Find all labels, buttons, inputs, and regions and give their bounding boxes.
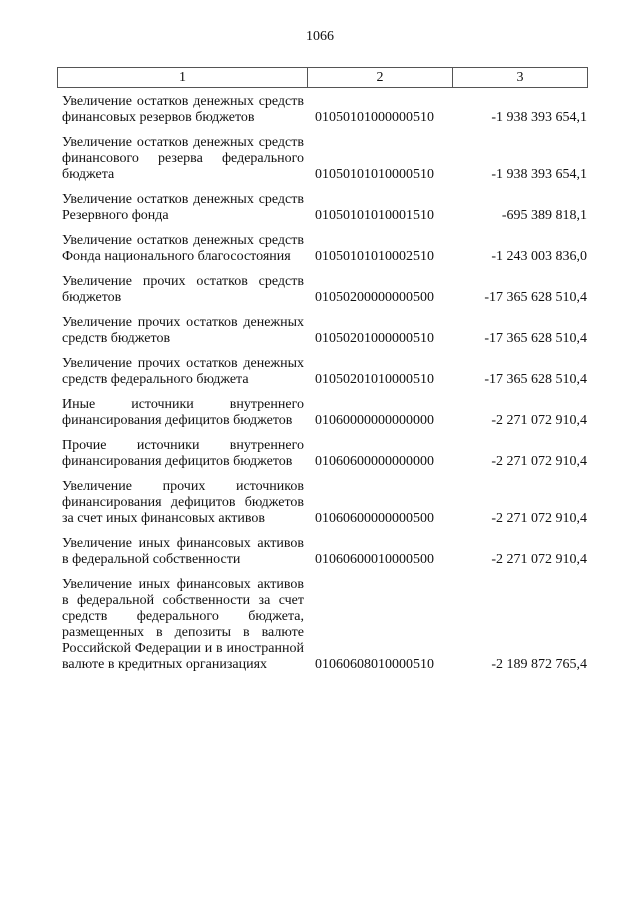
header-col-1: 1 [58, 68, 308, 87]
table-body [57, 94, 588, 673]
table-row [57, 315, 588, 347]
row-name: Увеличение прочих источников финансирования дефицитов бюджетов за счет иных финансовых активов [62, 479, 304, 526]
row-amount: -2 189 872 765,4 [491, 657, 587, 672]
page-number: 1066 [306, 29, 334, 44]
table-row [57, 135, 588, 183]
row-amount: -2 271 072 910,4 [491, 511, 587, 526]
row-code: 01050101010002510 [315, 249, 434, 264]
row-name: Увеличение иных финансовых активов в федеральной собственности [62, 536, 304, 567]
row-name: Прочие источники внутреннего финансирования дефицитов бюджетов [62, 438, 304, 469]
row-amount: -1 243 003 836,0 [491, 249, 587, 264]
row-amount: -2 271 072 910,4 [491, 413, 587, 428]
row-amount: -1 938 393 654,1 [491, 167, 587, 182]
row-code: 01060600000000000 [315, 454, 434, 469]
table-header [57, 67, 588, 88]
row-code: 01050101000000510 [315, 110, 434, 125]
header-col-2: 2 [308, 68, 453, 87]
row-amount: -2 271 072 910,4 [491, 454, 587, 469]
row-code: 01050101010000510 [315, 167, 434, 182]
table-row [57, 94, 588, 126]
row-code: 01050201010000510 [315, 372, 434, 387]
row-name: Увеличение остатков денежных средств финансового резерва федерального бюджета [62, 135, 304, 182]
budget-sources-table [57, 67, 588, 682]
row-code: 01060600010000500 [315, 552, 434, 567]
row-code: 01060608010000510 [315, 657, 434, 672]
row-name: Увеличение остатков денежных средств финансовых резервов бюджетов [62, 94, 304, 125]
row-code: 01060000000000000 [315, 413, 434, 428]
row-name: Иные источники внутреннего финансирования дефицитов бюджетов [62, 397, 304, 428]
table-row [57, 438, 588, 470]
table-row [57, 397, 588, 429]
row-amount: -1 938 393 654,1 [491, 110, 587, 125]
row-amount: -17 365 628 510,4 [484, 331, 587, 346]
row-code: 01060600000000500 [315, 511, 434, 526]
row-name: Увеличение прочих остатков средств бюджетов [62, 274, 304, 305]
row-amount: -695 389 818,1 [501, 208, 587, 223]
row-code: 01050201000000510 [315, 331, 434, 346]
row-code: 01050101010001510 [315, 208, 434, 223]
row-name: Увеличение остатков денежных средств Резервного фонда [62, 192, 304, 223]
table-row [57, 274, 588, 306]
row-code: 01050200000000500 [315, 290, 434, 305]
row-amount: -17 365 628 510,4 [484, 372, 587, 387]
row-name: Увеличение остатков денежных средств Фонда национального благосостояния [62, 233, 304, 264]
table-row [57, 233, 588, 265]
row-name: Увеличение иных финансовых активов в федеральной собственности за счет средств федерального бюджета, размещенных в депозиты в валюте Российской Федерации и в иностранной валюте в кредитных организациях [62, 577, 304, 672]
table-row [57, 356, 588, 388]
table-row [57, 536, 588, 568]
row-name: Увеличение прочих остатков денежных средств бюджетов [62, 315, 304, 346]
table-row [57, 479, 588, 527]
row-name: Увеличение прочих остатков денежных средств федерального бюджета [62, 356, 304, 387]
row-amount: -17 365 628 510,4 [484, 290, 587, 305]
header-col-3: 3 [516, 69, 524, 85]
row-amount: -2 271 072 910,4 [491, 552, 587, 567]
table-row [57, 577, 588, 673]
table-row [57, 192, 588, 224]
